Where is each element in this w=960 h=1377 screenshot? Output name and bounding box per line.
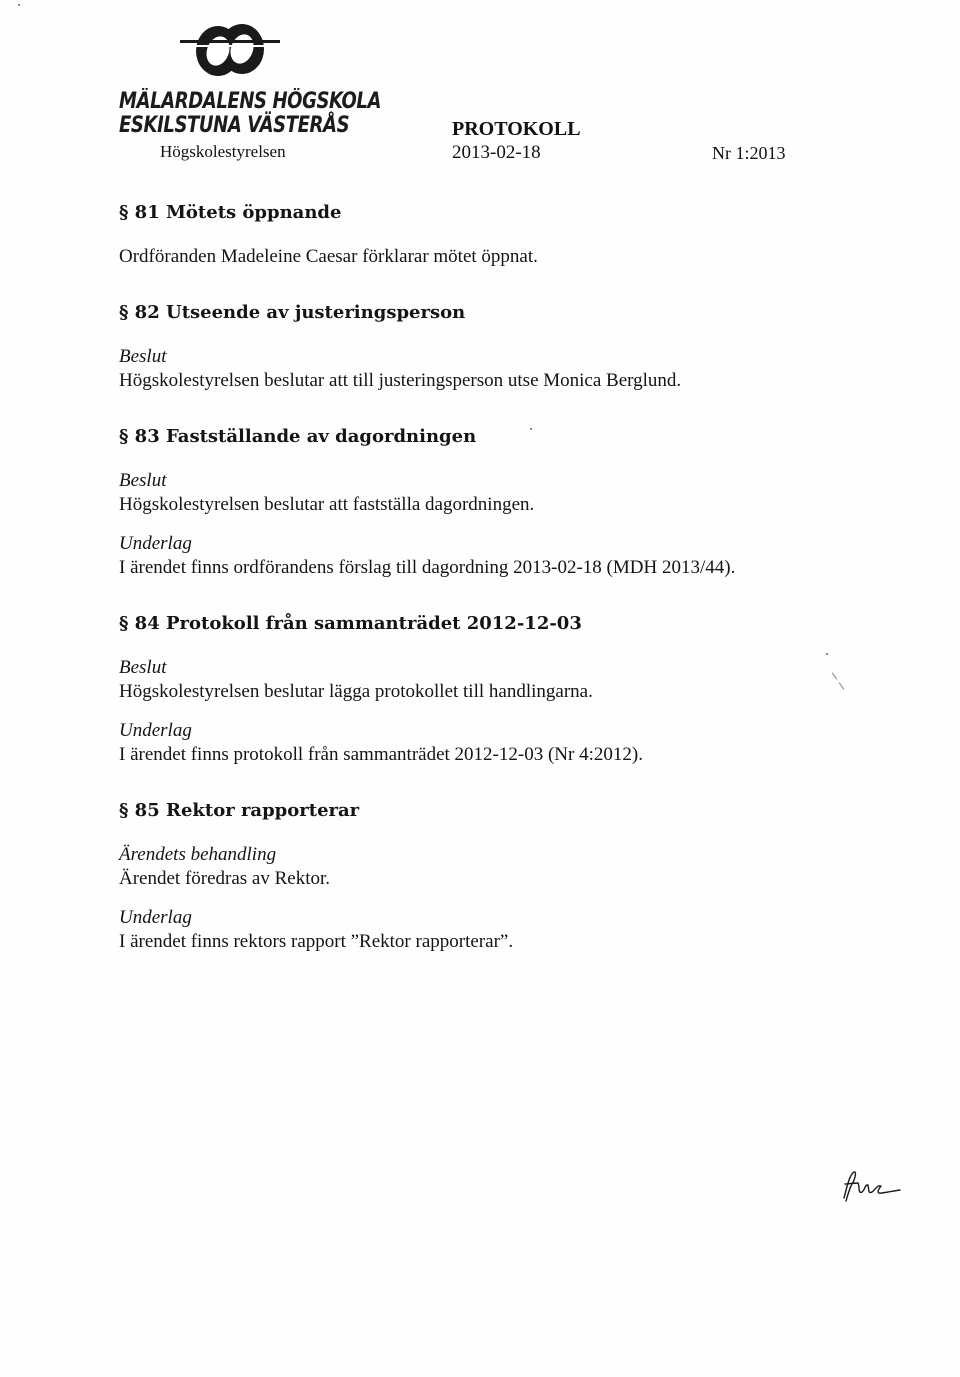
document-title: PROTOKOLL <box>452 118 581 140</box>
section-heading: § 84 Protokoll från sammanträdet 2012-12-03 <box>119 613 582 634</box>
section-heading: § 83 Fastställande av dagordningen <box>119 426 477 447</box>
logo-line-2: ESKILSTUNA VÄSTERÅS <box>119 113 350 138</box>
university-logo-icon <box>180 18 280 82</box>
handling-text: Ärendet föredras av Rektor. <box>119 868 331 889</box>
scan-speck <box>530 428 532 430</box>
board-name: Högskolestyrelsen <box>160 142 286 161</box>
handling-label: Ärendets behandling <box>119 844 277 865</box>
basis-text: I ärendet finns rektors rapport ”Rektor rapporterar”. <box>119 931 514 952</box>
logo-line-1: MÄLARDALENS HÖGSKOLA <box>119 89 382 114</box>
meeting-date: 2013-02-18 <box>452 142 541 163</box>
section-81 <box>119 200 879 269</box>
decision-label: Beslut <box>119 470 167 491</box>
scan-speck <box>826 653 828 655</box>
basis-label: Underlag <box>119 907 192 928</box>
section-heading: § 85 Rektor rapporterar <box>119 800 360 821</box>
decision-label: Beslut <box>119 346 167 367</box>
scan-speck <box>18 4 20 6</box>
basis-text: I ärendet finns protokoll från sammanträdet 2012-12-03 (Nr 4:2012). <box>119 744 643 765</box>
section-heading: § 81 Mötets öppnande <box>119 202 342 223</box>
basis-label: Underlag <box>119 720 192 741</box>
section-text: Ordföranden Madeleine Caesar förklarar mötet öppnat. <box>119 246 538 267</box>
section-heading: § 82 Utseende av justeringsperson <box>119 302 466 323</box>
section-84 <box>119 611 879 767</box>
section-82 <box>119 300 879 393</box>
section-83 <box>119 424 879 580</box>
decision-text: Högskolestyrelsen beslutar lägga protokollet till handlingarna. <box>119 681 593 702</box>
protocol-body <box>119 200 879 954</box>
section-85 <box>119 798 879 954</box>
university-logo-text <box>119 90 381 138</box>
decision-text: Högskolestyrelsen beslutar att till justeringsperson utse Monica Berglund. <box>119 370 682 391</box>
protocol-number: Nr 1:2013 <box>712 143 786 163</box>
decision-text: Högskolestyrelsen beslutar att fastställa dagordningen. <box>119 494 535 515</box>
handwritten-initials-signature <box>838 1168 902 1204</box>
basis-text: I ärendet finns ordförandens förslag till dagordning 2013-02-18 (MDH 2013/44). <box>119 557 736 578</box>
basis-label: Underlag <box>119 533 192 554</box>
decision-label: Beslut <box>119 657 167 678</box>
